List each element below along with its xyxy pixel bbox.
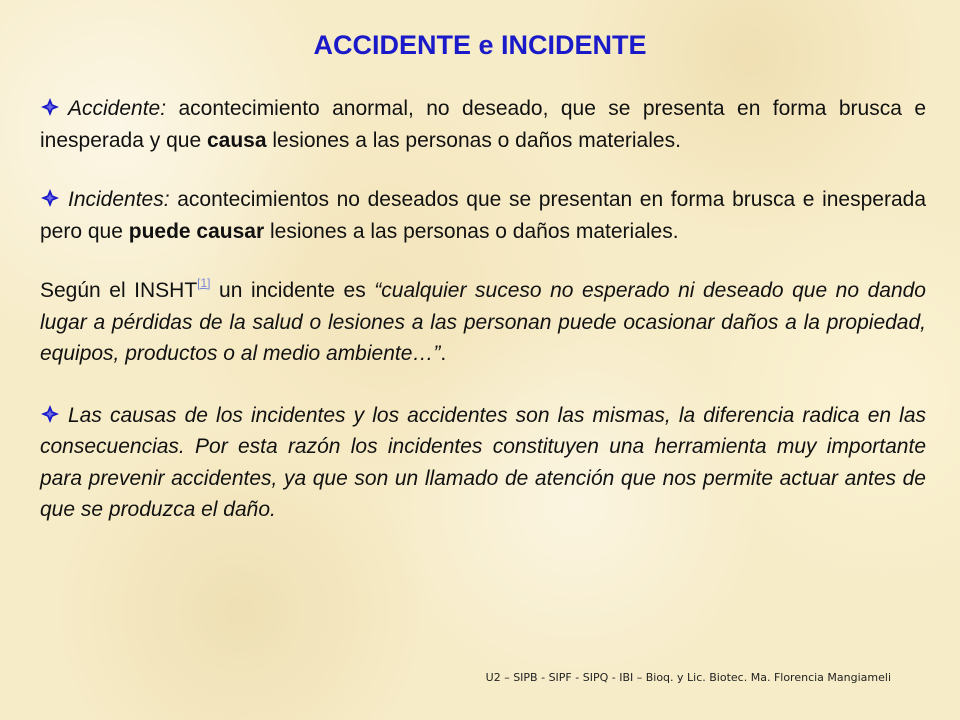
insht-text-2: un incidente es	[210, 279, 375, 302]
insht-quote: “cualquier suceso no esperado ni deseado que no dando lugar a pérdidas de la salud o lesiones a las personan puede ocasionar daños a la propiedad, equipos, productos o al medio ambiente…”	[40, 279, 926, 365]
term-incidentes: Incidentes:	[68, 188, 170, 211]
footnote-ref-link[interactable]: [1]	[197, 276, 211, 290]
diamond-bullet-icon	[40, 97, 60, 117]
paragraph-insht	[40, 275, 926, 370]
insht-text-1: Según el INSHT	[40, 279, 198, 302]
incidentes-text-1: acontecimientos no deseados que se presentan en forma brusca e inesperada pero que	[40, 188, 926, 243]
accidente-text-2: lesiones a las personas o daños materiales.	[266, 128, 681, 152]
slide-title: ACCIDENTE e INCIDENTE	[313, 30, 647, 60]
accidente-bold: causa	[206, 128, 267, 152]
slide-content	[40, 93, 926, 526]
term-accidente: Accidente:	[68, 97, 167, 120]
accidente-text-1: acontecimiento anormal, no deseado, que se presenta en forma brusca e inesperada y que	[40, 97, 926, 152]
paragraph-incidentes	[40, 184, 926, 247]
slide-footer: U2 – SIPB - SIPF - SIPQ - IBI – Bioq. y Lic. Biotec. Ma. Florencia Mangiameli	[485, 671, 891, 684]
incidentes-text-2: lesiones a las personas o daños materiales.	[264, 219, 679, 243]
paragraph-accidente	[40, 93, 926, 156]
causas-text: Las causas de los incidentes y los accidentes son las mismas, la diferencia radica en las consecuencias. Por esta razón los incidentes constituyen una herramienta muy importante para prevenir accidentes, ya que son un llamado de atención que nos permite actuar antes de que se produzca el daño.	[40, 403, 926, 521]
incidentes-bold: puede causar	[128, 219, 265, 243]
insht-text-3: .	[440, 342, 447, 365]
diamond-bullet-icon	[40, 188, 60, 208]
diamond-bullet-icon	[40, 404, 60, 424]
paragraph-causas	[40, 400, 926, 526]
